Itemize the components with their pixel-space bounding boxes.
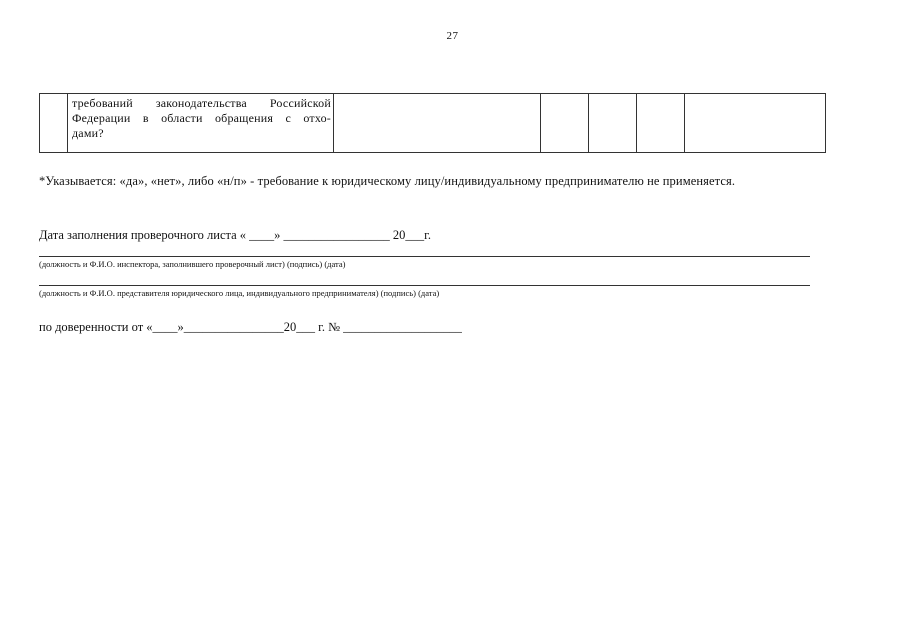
legal-basis-cell <box>334 94 541 153</box>
answer-no-cell <box>589 94 637 153</box>
representative-signature-rule <box>39 285 810 286</box>
table-row <box>40 94 826 153</box>
answer-na-cell <box>637 94 685 153</box>
footnote: *Указывается: «да», «нет», либо «н/п» - требование к юридическому лицу/индивидуальному предпринимателю не применяется. <box>39 174 736 188</box>
checklist-table <box>39 93 826 153</box>
requirement-line: требований законодательства Российской <box>72 96 331 110</box>
row-number-cell <box>40 94 68 153</box>
requirement-line: дами? <box>72 126 104 140</box>
answer-yes-cell <box>541 94 589 153</box>
proxy-line: по доверенности от «____»________________20___ г. № ___________________ <box>39 320 462 334</box>
completion-date-line: Дата заполнения проверочного листа « ____» _________________ 20___г. <box>39 228 432 242</box>
inspector-signature-rule <box>39 256 810 257</box>
requirement-line: Федерации в области обращения с отхо- <box>72 111 331 125</box>
notes-cell <box>685 94 826 153</box>
requirement-cell <box>68 94 334 153</box>
representative-caption: (должность и Ф.И.О. представителя юридического лица, индивидуального предпринимателя) (подпись) (дата) <box>39 288 440 298</box>
inspector-caption: (должность и Ф.И.О. инспектора, заполнившего проверочный лист) (подпись) (дата) <box>39 259 346 269</box>
page-number: 27 <box>446 30 459 42</box>
